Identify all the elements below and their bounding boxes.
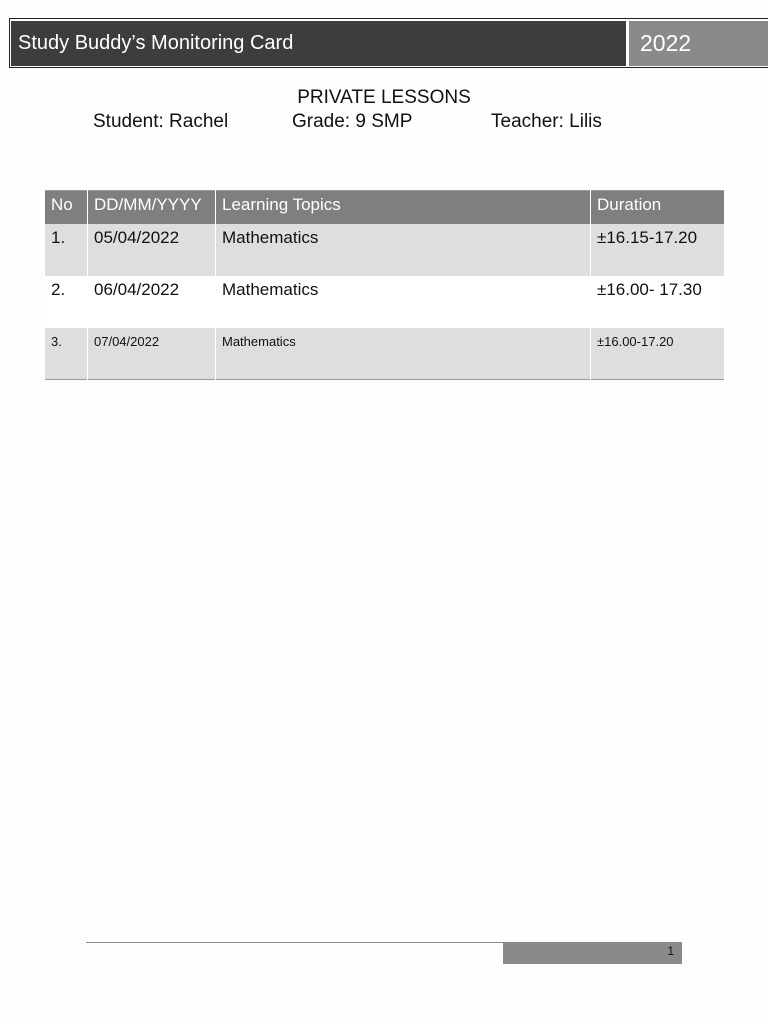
column-header-duration: Duration [591, 191, 725, 224]
row-date: 06/04/2022 [88, 276, 216, 328]
header-year: 2022 [629, 21, 768, 66]
column-header-topics: Learning Topics [216, 191, 591, 224]
row-date: 05/04/2022 [88, 224, 216, 276]
row-topic: Mathematics [216, 224, 591, 276]
column-header-no: No [45, 191, 88, 224]
page-number: 1 [503, 942, 682, 964]
student-name: Student: Rachel [93, 111, 229, 132]
row-topic: Mathematics [216, 276, 591, 328]
table-row [45, 328, 725, 380]
row-topic: Mathematics [216, 328, 591, 380]
row-number: 2. [45, 276, 88, 328]
header-title: Study Buddy’s Monitoring Card [11, 21, 626, 66]
row-duration: ±16.15-17.20 [591, 224, 725, 276]
table-row [45, 276, 725, 328]
row-duration: ±16.00- 17.30 [591, 276, 725, 328]
table-header-row [45, 191, 725, 224]
row-number: 3. [45, 328, 88, 380]
student-grade: Grade: 9 SMP [292, 111, 413, 132]
document-title: PRIVATE LESSONS [297, 87, 471, 108]
row-number: 1. [45, 224, 88, 276]
column-header-date: DD/MM/YYYY [88, 191, 216, 224]
teacher-name: Teacher: Lilis [491, 111, 602, 132]
row-duration: ±16.00-17.20 [591, 328, 725, 380]
lessons-table [44, 190, 725, 380]
footer-rule [86, 942, 504, 943]
table-row [45, 224, 725, 276]
row-date: 07/04/2022 [88, 328, 216, 380]
